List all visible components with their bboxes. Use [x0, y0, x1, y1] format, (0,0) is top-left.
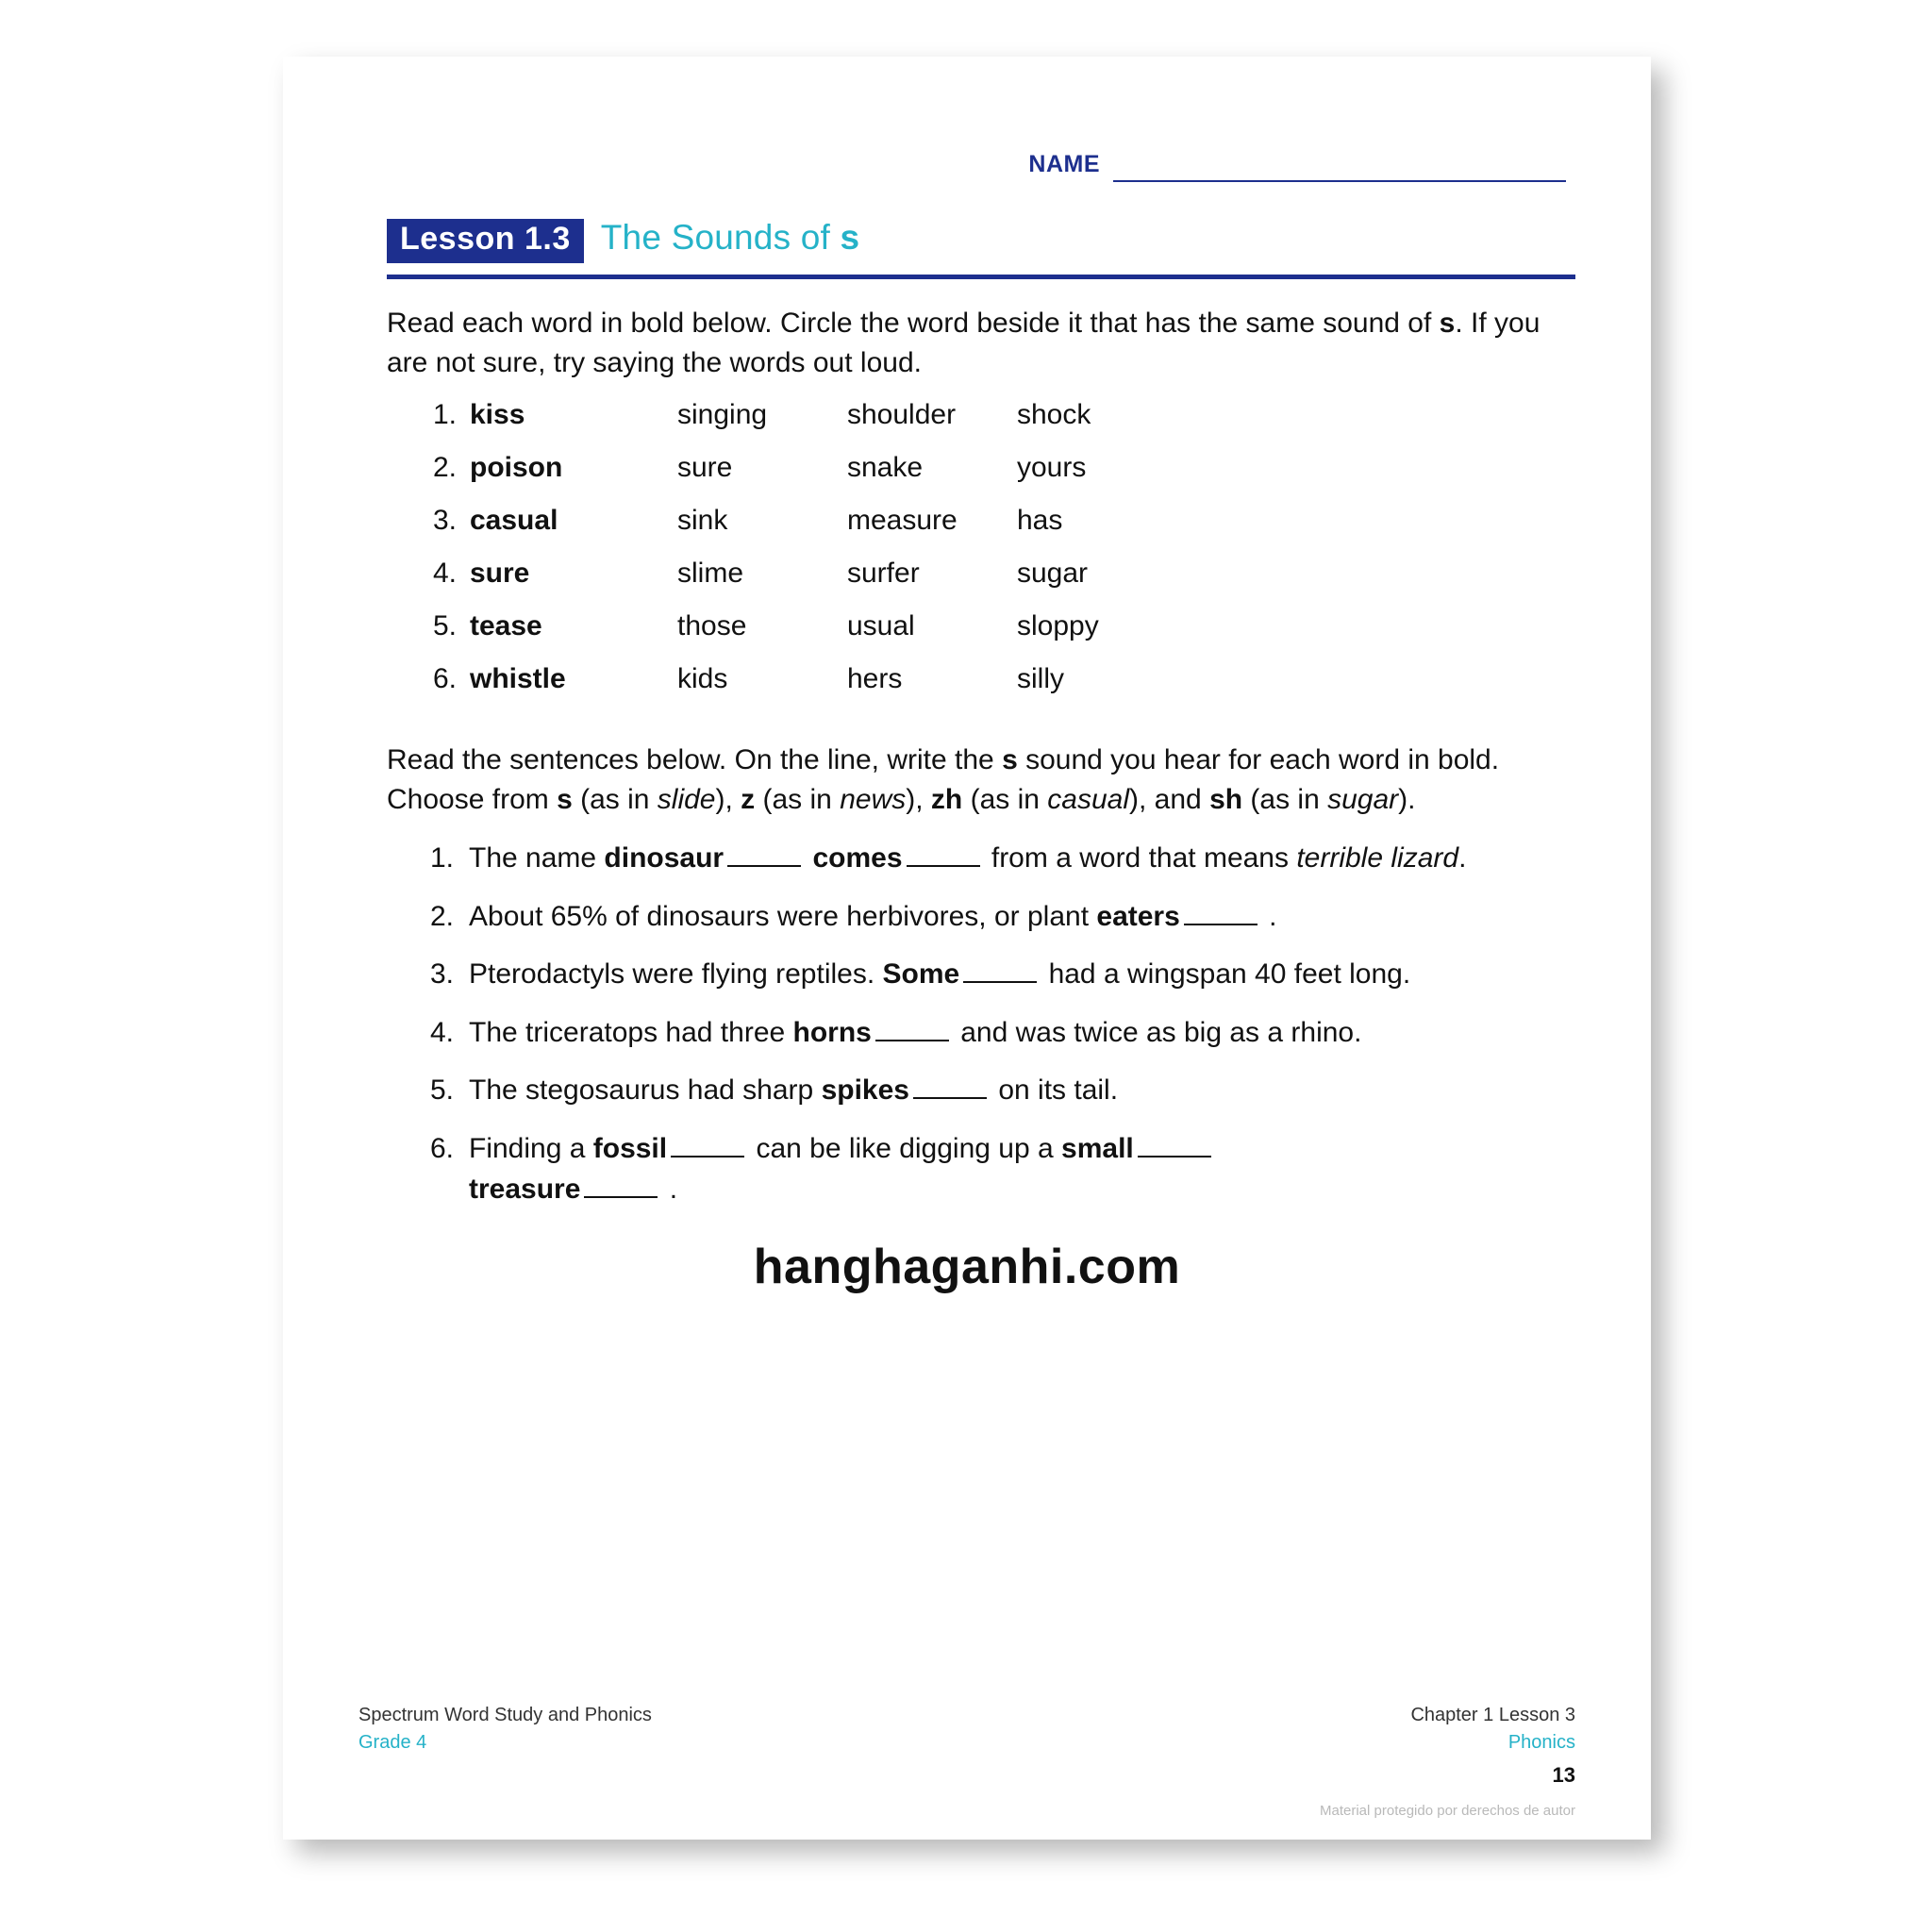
word-option[interactable]: those — [677, 609, 747, 641]
word-option[interactable]: has — [1017, 504, 1063, 536]
target-word: casual — [470, 504, 558, 536]
word-option[interactable]: yours — [1017, 451, 1087, 483]
footer-right — [1410, 1702, 1575, 1790]
name-input-line[interactable] — [1113, 156, 1566, 182]
row-number: 6. — [432, 662, 457, 694]
word-choice-row — [415, 452, 1575, 505]
sentence-number: 2. — [429, 900, 454, 932]
sentence-number: 3. — [429, 958, 454, 991]
italic-phrase: terrible lizard — [1296, 842, 1459, 874]
sentence-item — [410, 1012, 1575, 1054]
word-option[interactable]: sure — [677, 451, 733, 483]
bold-word: Some — [882, 958, 960, 991]
sentence-item — [410, 1070, 1575, 1111]
sentence-number: 5. — [429, 1074, 454, 1107]
word-option[interactable]: singing — [677, 398, 768, 430]
answer-blank[interactable] — [913, 1076, 987, 1099]
word-option[interactable]: silly — [1017, 662, 1064, 694]
target-word: kiss — [470, 398, 525, 430]
row-number: 1. — [432, 398, 457, 430]
footer-page-number: 13 — [1552, 1763, 1575, 1788]
answer-blank[interactable] — [727, 844, 801, 867]
word-option[interactable]: sugar — [1017, 557, 1089, 589]
row-number: 3. — [432, 504, 457, 536]
sentence-text: About 65% of dinosaurs were herbivores, or plant eaters . — [469, 900, 1277, 932]
word-choice-row — [415, 610, 1575, 663]
sentence-number: 4. — [429, 1016, 454, 1048]
instructions-part-2: Read the sentences below. On the line, write the s sound you hear for each word in bold. Choose from s (as in slide), z (as in news), zh (as in casual), and sh (as in sugar). — [387, 743, 1500, 816]
sentence-text: The triceratops had three horns and was twice as big as a rhino. — [469, 1016, 1362, 1048]
word-option[interactable]: shock — [1017, 398, 1091, 430]
sentence-text: Finding a fossil can be like digging up a small treasure . — [469, 1128, 1575, 1210]
lesson-title-prefix: The Sounds of — [600, 218, 841, 257]
word-choice-table — [358, 399, 1575, 716]
bold-word: comes — [812, 842, 903, 874]
bold-word: small — [1061, 1132, 1134, 1164]
sentence-text: Pterodactyls were flying reptiles. Some had a wingspan 40 feet long. — [469, 958, 1411, 991]
word-choice-row — [415, 663, 1575, 716]
answer-blank[interactable] — [584, 1175, 658, 1198]
sentence-text: The name dinosaur comes from a word that means terrible lizard. — [469, 842, 1467, 874]
bold-word: treasure — [469, 1174, 581, 1206]
header-divider — [387, 275, 1575, 279]
word-option[interactable]: slime — [677, 557, 744, 589]
sentence-item — [410, 1128, 1575, 1210]
sentence-item — [410, 896, 1575, 938]
lesson-title-letter: s — [840, 218, 860, 257]
sentence-text: The stegosaurus had sharp spikes on its tail. — [469, 1074, 1119, 1107]
answer-blank[interactable] — [963, 960, 1037, 983]
footer-grade: Grade 4 — [358, 1732, 427, 1754]
lesson-title — [601, 218, 860, 258]
word-option[interactable]: surfer — [847, 557, 920, 589]
word-option[interactable]: hers — [847, 662, 903, 694]
sentence-exercise-list — [358, 838, 1575, 1210]
bold-word: fossil — [592, 1132, 668, 1164]
footer-subject: Phonics — [1507, 1732, 1575, 1754]
name-field-row — [358, 151, 1566, 182]
copyright-notice: Material protegido por derechos de autor — [1320, 1803, 1575, 1819]
row-number: 5. — [432, 609, 457, 641]
target-word: sure — [470, 557, 530, 589]
watermark-text: hanghaganhi.com — [753, 1239, 1181, 1294]
footer-book-title: Spectrum Word Study and Phonics — [358, 1705, 652, 1726]
footer-left — [358, 1702, 652, 1757]
lesson-header — [358, 218, 1575, 263]
target-word: poison — [470, 451, 563, 483]
bold-word: eaters — [1096, 900, 1180, 932]
lesson-number-badge: Lesson 1.3 — [387, 219, 584, 263]
word-option[interactable]: shoulder — [847, 398, 957, 430]
bold-word: spikes — [821, 1074, 909, 1107]
name-label: NAME — [1028, 151, 1100, 177]
target-word: tease — [470, 609, 542, 641]
sentence-item — [410, 838, 1575, 879]
answer-blank[interactable] — [1184, 903, 1257, 925]
page-footer — [358, 1702, 1575, 1790]
row-number: 4. — [432, 557, 457, 589]
sentence-number: 6. — [429, 1132, 454, 1164]
word-option[interactable]: snake — [847, 451, 924, 483]
word-option[interactable]: sloppy — [1017, 609, 1099, 641]
word-option[interactable]: measure — [847, 504, 958, 536]
answer-blank[interactable] — [1138, 1135, 1211, 1158]
bold-word: dinosaur — [604, 842, 724, 874]
word-choice-row — [415, 399, 1575, 452]
sentence-item — [410, 954, 1575, 995]
answer-blank[interactable] — [671, 1135, 744, 1158]
instructions-part-1: Read each word in bold below. Circle the word beside it that has the same sound of s. If you are not sure, try saying the words out loud. — [387, 307, 1541, 379]
word-option[interactable]: kids — [677, 662, 728, 694]
word-option[interactable]: usual — [847, 609, 915, 641]
word-option[interactable]: sink — [677, 504, 728, 536]
footer-chapter-lesson: Chapter 1 Lesson 3 — [1410, 1705, 1575, 1726]
answer-blank[interactable] — [875, 1019, 949, 1041]
worksheet-page — [283, 57, 1651, 1840]
bold-word: horns — [792, 1016, 872, 1048]
answer-blank[interactable] — [907, 844, 980, 867]
word-choice-row — [415, 505, 1575, 558]
target-word: whistle — [470, 662, 566, 694]
word-choice-row — [415, 558, 1575, 610]
sentence-number: 1. — [429, 842, 454, 874]
row-number: 2. — [432, 451, 457, 483]
